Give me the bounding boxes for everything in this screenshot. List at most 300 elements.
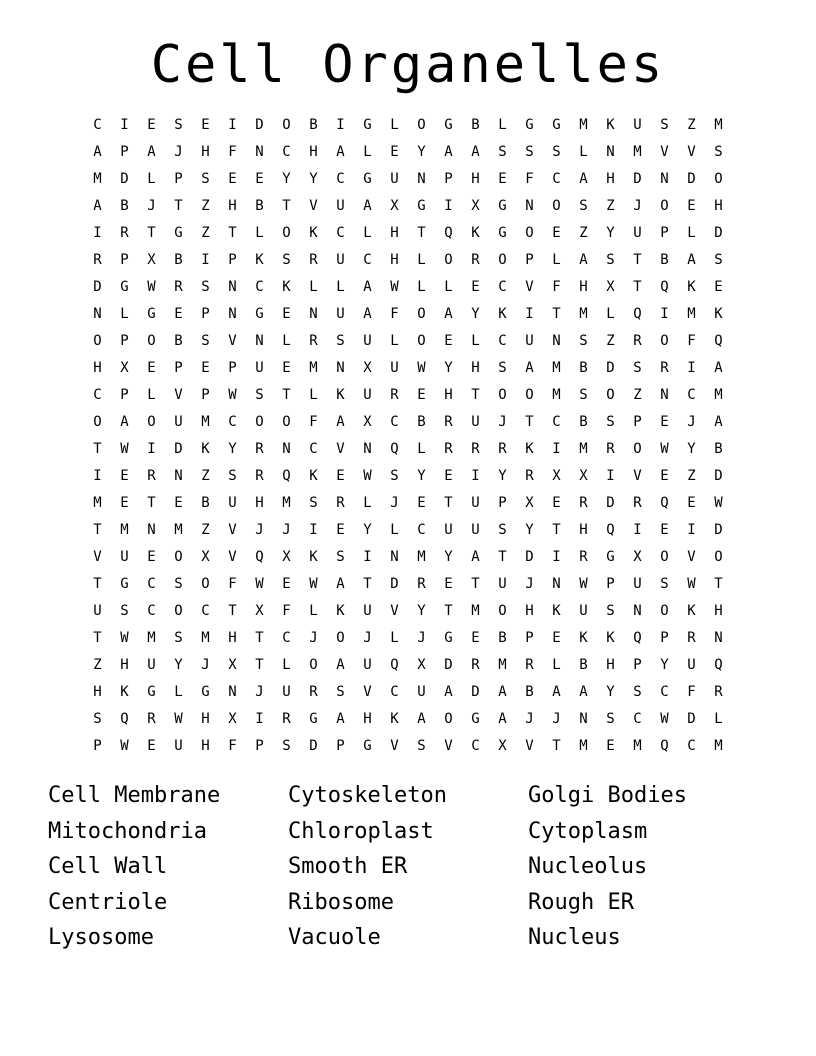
grid-letter: S	[282, 252, 291, 268]
grid-letter: D	[687, 711, 696, 727]
grid-letter: G	[255, 306, 264, 322]
grid-row	[84, 490, 732, 517]
grid-letter: P	[228, 360, 237, 376]
grid-letter: U	[336, 198, 345, 214]
grid-letter: M	[93, 495, 102, 511]
grid-letter: K	[201, 441, 210, 457]
grid-letter: A	[444, 144, 453, 160]
grid-letter: O	[174, 549, 183, 565]
grid-letter: F	[309, 414, 318, 430]
grid-letter: N	[579, 711, 588, 727]
grid-row	[84, 517, 732, 544]
word-list-item: Cytoplasm	[528, 818, 648, 844]
grid-letter: D	[309, 738, 318, 754]
grid-letter: L	[363, 144, 372, 160]
grid-letter: L	[309, 603, 318, 619]
grid-letter: V	[525, 279, 534, 295]
grid-letter: Y	[660, 657, 669, 673]
grid-letter: P	[633, 657, 642, 673]
grid-letter: O	[174, 603, 183, 619]
grid-row	[84, 382, 732, 409]
grid-letter: W	[228, 387, 237, 403]
grid-letter: O	[93, 414, 102, 430]
grid-letter: Z	[606, 333, 615, 349]
grid-letter: V	[633, 468, 642, 484]
grid-letter: N	[660, 171, 669, 187]
grid-letter: R	[471, 441, 480, 457]
grid-letter: E	[174, 306, 183, 322]
grid-letter: G	[444, 117, 453, 133]
grid-letter: M	[579, 441, 588, 457]
grid-letter: E	[282, 360, 291, 376]
grid-letter: L	[444, 279, 453, 295]
grid-letter: Z	[93, 657, 102, 673]
grid-letter: S	[714, 144, 723, 160]
grid-letter: T	[363, 576, 372, 592]
grid-letter: U	[255, 360, 264, 376]
grid-letter: Q	[444, 225, 453, 241]
grid-row	[84, 112, 732, 139]
grid-row	[84, 679, 732, 706]
grid-letter: N	[660, 387, 669, 403]
grid-row	[84, 274, 732, 301]
grid-letter: S	[93, 711, 102, 727]
grid-letter: R	[309, 684, 318, 700]
grid-letter: E	[606, 738, 615, 754]
grid-letter: O	[525, 225, 534, 241]
grid-letter: H	[606, 657, 615, 673]
grid-letter: R	[525, 468, 534, 484]
grid-row	[84, 544, 732, 571]
grid-letter: S	[255, 387, 264, 403]
grid-letter: U	[525, 333, 534, 349]
word-list-item: Nucleus	[528, 925, 621, 950]
grid-letter: L	[282, 657, 291, 673]
grid-letter: E	[282, 306, 291, 322]
grid-letter: X	[525, 495, 534, 511]
grid-letter: N	[282, 441, 291, 457]
grid-letter: M	[201, 414, 210, 430]
grid-letter: K	[606, 630, 615, 646]
grid-letter: O	[633, 441, 642, 457]
grid-letter: G	[417, 198, 426, 214]
grid-letter: N	[633, 603, 642, 619]
grid-letter: E	[147, 738, 156, 754]
grid-letter: B	[579, 360, 588, 376]
grid-letter: R	[309, 252, 318, 268]
grid-letter: G	[363, 117, 372, 133]
grid-letter: P	[174, 171, 183, 187]
grid-letter: E	[552, 495, 561, 511]
grid-letter: J	[687, 414, 696, 430]
grid-letter: I	[444, 198, 453, 214]
grid-letter: L	[579, 144, 588, 160]
grid-letter: K	[255, 252, 264, 268]
grid-letter: B	[255, 198, 264, 214]
grid-letter: L	[390, 333, 399, 349]
grid-letter: N	[606, 144, 615, 160]
grid-letter: O	[282, 117, 291, 133]
grid-letter: A	[498, 684, 507, 700]
grid-letter: Y	[363, 522, 372, 538]
grid-letter: L	[552, 252, 561, 268]
grid-letter: L	[417, 252, 426, 268]
grid-letter: M	[498, 657, 507, 673]
grid-letter: P	[525, 630, 534, 646]
grid-letter: I	[471, 468, 480, 484]
grid-letter: S	[606, 603, 615, 619]
grid-letter: H	[714, 603, 723, 619]
grid-letter: H	[201, 144, 210, 160]
grid-letter: H	[606, 171, 615, 187]
grid-letter: U	[633, 225, 642, 241]
grid-letter: S	[660, 576, 669, 592]
grid-letter: R	[579, 495, 588, 511]
grid-letter: E	[498, 171, 507, 187]
grid-letter: C	[93, 117, 102, 133]
grid-letter: N	[93, 306, 102, 322]
grid-letter: M	[201, 630, 210, 646]
grid-letter: S	[606, 414, 615, 430]
grid-letter: H	[255, 495, 264, 511]
grid-letter: S	[579, 387, 588, 403]
grid-letter: Y	[417, 468, 426, 484]
grid-letter: R	[336, 495, 345, 511]
grid-letter: Y	[174, 657, 183, 673]
grid-letter: L	[471, 333, 480, 349]
grid-letter: J	[633, 198, 642, 214]
grid-letter: V	[228, 522, 237, 538]
grid-row	[84, 139, 732, 166]
grid-letter: C	[390, 414, 399, 430]
grid-letter: N	[552, 576, 561, 592]
grid-letter: U	[336, 252, 345, 268]
grid-letter: K	[687, 279, 696, 295]
grid-letter: G	[309, 711, 318, 727]
grid-letter: T	[444, 495, 453, 511]
grid-letter: V	[390, 738, 399, 754]
grid-letter: A	[714, 360, 723, 376]
grid-letter: I	[552, 549, 561, 565]
grid-letter: K	[336, 387, 345, 403]
grid-letter: G	[147, 306, 156, 322]
grid-letter: O	[417, 306, 426, 322]
grid-letter: C	[498, 333, 507, 349]
grid-letter: A	[363, 279, 372, 295]
grid-letter: L	[363, 225, 372, 241]
grid-letter: E	[687, 198, 696, 214]
grid-letter: E	[714, 279, 723, 295]
grid-letter: X	[390, 198, 399, 214]
grid-row	[84, 220, 732, 247]
grid-letter: G	[552, 117, 561, 133]
grid-letter: K	[390, 711, 399, 727]
grid-letter: O	[444, 252, 453, 268]
grid-letter: C	[255, 279, 264, 295]
grid-letter: T	[552, 522, 561, 538]
grid-letter: A	[363, 306, 372, 322]
grid-letter: C	[498, 279, 507, 295]
grid-letter: M	[633, 144, 642, 160]
grid-letter: I	[552, 441, 561, 457]
grid-letter: Z	[201, 198, 210, 214]
grid-letter: Q	[606, 522, 615, 538]
grid-letter: A	[336, 414, 345, 430]
grid-letter: V	[93, 549, 102, 565]
grid-letter: R	[390, 387, 399, 403]
grid-letter: S	[336, 549, 345, 565]
grid-letter: G	[120, 576, 129, 592]
grid-letter: O	[498, 387, 507, 403]
grid-letter: R	[255, 468, 264, 484]
grid-letter: W	[120, 441, 129, 457]
grid-letter: L	[606, 306, 615, 322]
grid-letter: L	[552, 657, 561, 673]
word-list-item: Mitochondria	[48, 818, 207, 844]
grid-letter: A	[363, 198, 372, 214]
grid-letter: L	[309, 279, 318, 295]
word-list-item: Vacuole	[288, 925, 381, 950]
grid-letter: I	[93, 468, 102, 484]
grid-letter: D	[714, 522, 723, 538]
grid-letter: M	[714, 387, 723, 403]
grid-letter: R	[633, 495, 642, 511]
grid-letter: W	[363, 468, 372, 484]
grid-letter: C	[147, 603, 156, 619]
grid-letter: S	[417, 738, 426, 754]
grid-letter: R	[444, 441, 453, 457]
grid-letter: X	[417, 657, 426, 673]
grid-row	[84, 463, 732, 490]
grid-letter: J	[363, 630, 372, 646]
grid-letter: O	[714, 171, 723, 187]
grid-letter: P	[228, 252, 237, 268]
grid-letter: K	[498, 306, 507, 322]
grid-letter: B	[201, 495, 210, 511]
grid-letter: L	[390, 522, 399, 538]
grid-letter: C	[282, 144, 291, 160]
grid-letter: A	[336, 576, 345, 592]
grid-letter: A	[714, 414, 723, 430]
grid-letter: X	[606, 279, 615, 295]
grid-letter: U	[363, 657, 372, 673]
grid-letter: Z	[201, 225, 210, 241]
grid-letter: Z	[201, 468, 210, 484]
grid-letter: P	[660, 225, 669, 241]
grid-row	[84, 571, 732, 598]
grid-letter: E	[228, 171, 237, 187]
grid-letter: D	[714, 225, 723, 241]
grid-letter: P	[174, 360, 183, 376]
grid-letter: B	[174, 252, 183, 268]
grid-letter: K	[309, 468, 318, 484]
grid-letter: M	[714, 738, 723, 754]
grid-letter: U	[363, 603, 372, 619]
grid-letter: T	[255, 657, 264, 673]
grid-letter: N	[552, 333, 561, 349]
grid-letter: F	[552, 279, 561, 295]
grid-letter: A	[579, 684, 588, 700]
grid-letter: F	[687, 333, 696, 349]
grid-letter: E	[255, 171, 264, 187]
grid-letter: H	[228, 198, 237, 214]
grid-letter: P	[336, 738, 345, 754]
grid-letter: A	[147, 144, 156, 160]
grid-row	[84, 328, 732, 355]
grid-letter: Y	[498, 468, 507, 484]
grid-letter: Z	[606, 198, 615, 214]
grid-letter: R	[660, 360, 669, 376]
grid-letter: K	[309, 225, 318, 241]
grid-letter: S	[120, 603, 129, 619]
word-list-item: Ribosome	[288, 889, 394, 915]
grid-letter: S	[552, 144, 561, 160]
grid-letter: V	[228, 333, 237, 349]
grid-letter: V	[174, 387, 183, 403]
grid-letter: T	[714, 576, 723, 592]
grid-letter: C	[147, 576, 156, 592]
word-list-item: Cytoskeleton	[288, 783, 447, 808]
grid-letter: F	[390, 306, 399, 322]
grid-letter: A	[687, 252, 696, 268]
grid-letter: G	[606, 549, 615, 565]
grid-letter: M	[282, 495, 291, 511]
grid-letter: W	[120, 738, 129, 754]
grid-letter: X	[228, 657, 237, 673]
grid-letter: U	[390, 360, 399, 376]
grid-letter: T	[552, 738, 561, 754]
grid-letter: R	[525, 657, 534, 673]
grid-letter: T	[147, 495, 156, 511]
grid-letter: L	[309, 387, 318, 403]
grid-letter: L	[714, 711, 723, 727]
grid-letter: O	[660, 198, 669, 214]
grid-letter: A	[579, 252, 588, 268]
grid-letter: J	[255, 522, 264, 538]
grid-letter: M	[579, 117, 588, 133]
grid-letter: R	[309, 333, 318, 349]
grid-letter: C	[336, 225, 345, 241]
grid-letter: P	[606, 576, 615, 592]
grid-letter: U	[174, 414, 183, 430]
grid-letter: Q	[714, 657, 723, 673]
grid-letter: M	[687, 306, 696, 322]
grid-letter: U	[147, 657, 156, 673]
grid-letter: U	[336, 306, 345, 322]
grid-letter: R	[417, 576, 426, 592]
grid-letter: N	[390, 549, 399, 565]
grid-letter: I	[201, 252, 210, 268]
grid-letter: F	[525, 171, 534, 187]
grid-letter: S	[633, 360, 642, 376]
grid-letter: O	[552, 198, 561, 214]
grid-letter: P	[120, 387, 129, 403]
grid-letter: U	[633, 117, 642, 133]
grid-letter: U	[471, 522, 480, 538]
grid-letter: R	[606, 441, 615, 457]
grid-letter: O	[444, 711, 453, 727]
grid-letter: T	[93, 576, 102, 592]
grid-letter: L	[147, 171, 156, 187]
grid-letter: S	[201, 171, 210, 187]
grid-letter: Y	[309, 171, 318, 187]
grid-letter: Q	[660, 738, 669, 754]
grid-letter: H	[579, 279, 588, 295]
grid-letter: B	[714, 441, 723, 457]
grid-letter: L	[336, 279, 345, 295]
grid-letter: I	[525, 306, 534, 322]
grid-letter: N	[174, 468, 183, 484]
grid-letter: P	[201, 306, 210, 322]
grid-letter: T	[255, 630, 264, 646]
grid-letter: A	[471, 144, 480, 160]
grid-letter: P	[660, 630, 669, 646]
grid-letter: O	[417, 333, 426, 349]
word-list-item: Cell Wall	[48, 854, 168, 879]
grid-letter: S	[660, 117, 669, 133]
grid-letter: N	[228, 306, 237, 322]
grid-letter: I	[660, 306, 669, 322]
grid-letter: P	[93, 738, 102, 754]
grid-letter: B	[471, 117, 480, 133]
grid-letter: V	[228, 549, 237, 565]
grid-letter: A	[579, 171, 588, 187]
grid-letter: V	[660, 144, 669, 160]
grid-letter: A	[471, 549, 480, 565]
grid-letter: N	[309, 306, 318, 322]
grid-letter: V	[363, 684, 372, 700]
grid-letter: G	[498, 198, 507, 214]
grid-letter: O	[606, 387, 615, 403]
grid-letter: G	[147, 684, 156, 700]
grid-letter: J	[552, 711, 561, 727]
word-list	[48, 778, 768, 956]
grid-letter: Z	[633, 387, 642, 403]
grid-letter: K	[525, 441, 534, 457]
grid-letter: Y	[687, 441, 696, 457]
grid-letter: T	[228, 603, 237, 619]
word-list-item: Rough ER	[528, 889, 634, 915]
grid-letter: T	[444, 603, 453, 619]
grid-row	[84, 733, 732, 760]
grid-letter: A	[525, 360, 534, 376]
grid-letter: Y	[525, 522, 534, 538]
grid-letter: V	[336, 441, 345, 457]
grid-letter: G	[363, 738, 372, 754]
grid-letter: P	[255, 738, 264, 754]
grid-letter: L	[390, 117, 399, 133]
grid-letter: O	[282, 225, 291, 241]
grid-letter: U	[174, 738, 183, 754]
grid-letter: M	[120, 522, 129, 538]
grid-letter: W	[687, 576, 696, 592]
grid-letter: H	[444, 387, 453, 403]
grid-letter: J	[255, 684, 264, 700]
grid-letter: R	[687, 630, 696, 646]
grid-letter: S	[498, 522, 507, 538]
grid-letter: L	[282, 333, 291, 349]
grid-letter: U	[633, 576, 642, 592]
grid-letter: A	[444, 306, 453, 322]
grid-letter: T	[228, 225, 237, 241]
grid-letter: N	[363, 441, 372, 457]
grid-letter: L	[390, 630, 399, 646]
grid-letter: U	[471, 495, 480, 511]
grid-letter: X	[363, 414, 372, 430]
grid-letter: C	[201, 603, 210, 619]
grid-row	[84, 166, 732, 193]
grid-letter: Q	[633, 306, 642, 322]
